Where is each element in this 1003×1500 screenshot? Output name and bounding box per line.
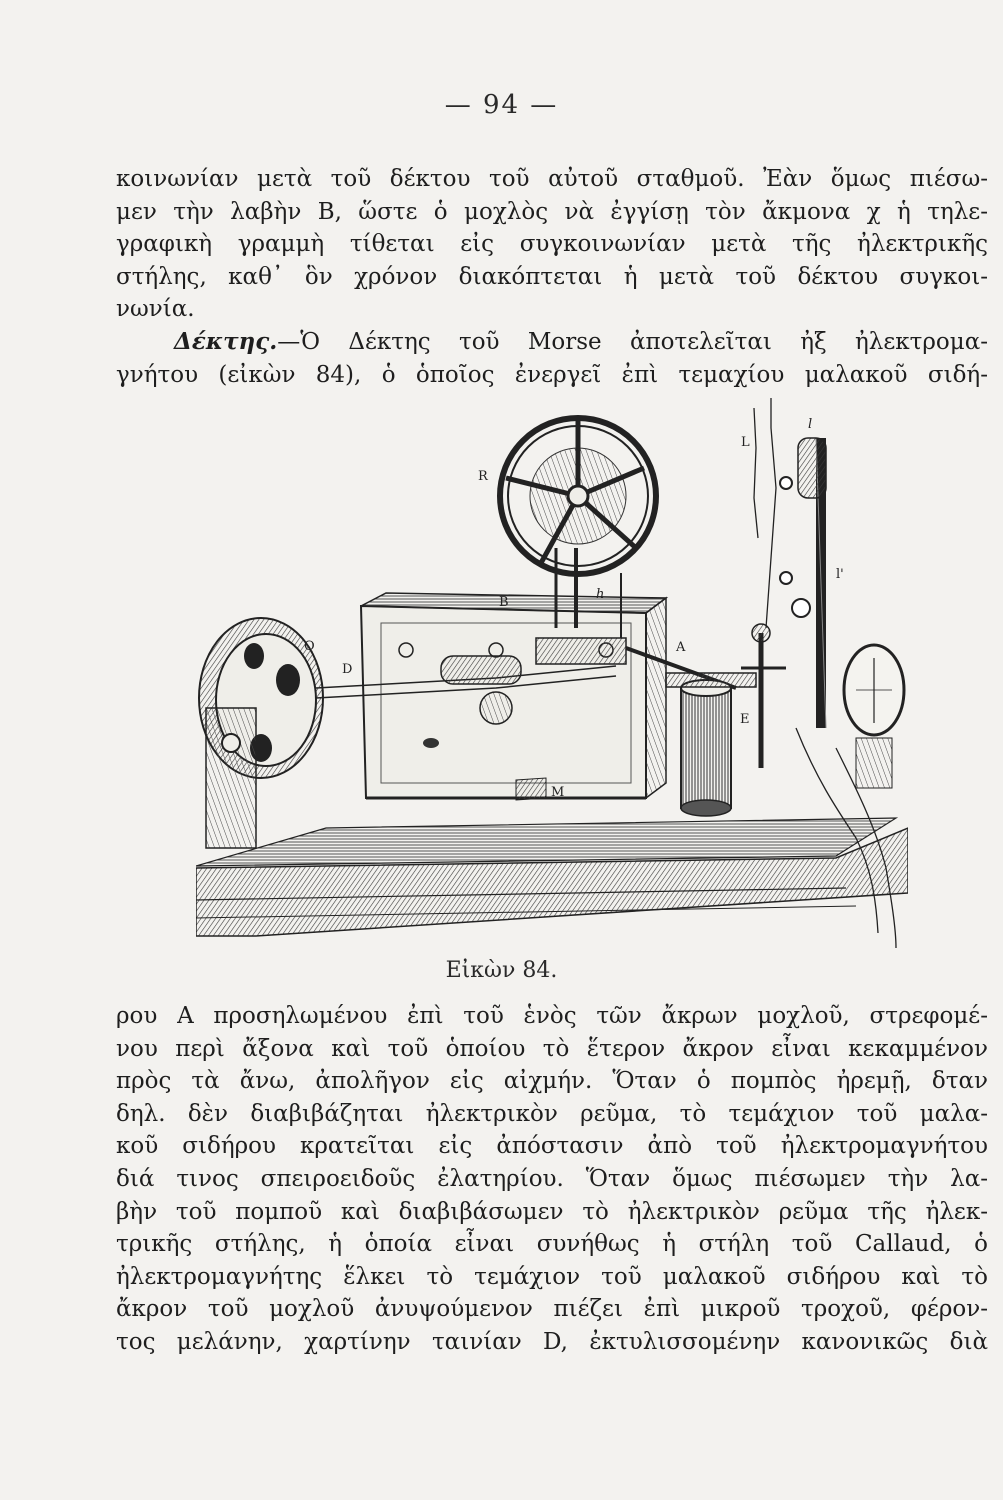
- figure-label-l-prime: l': [836, 567, 844, 582]
- figure-label-L: L: [741, 435, 750, 450]
- text-line: νωνία.: [116, 296, 195, 323]
- figure-label-E: E: [740, 712, 750, 727]
- text-line: μεν τὴν λαβὴν Β, ὥστε ὁ μοχλὸς νὰ ἐγγίσῃ τὸν ἄκμονα χ ἡ τηλε-: [116, 198, 988, 225]
- text-line: ἠλεκτρομαγνήτης ἕλκει τὸ τεμάχιον τοῦ μαλακοῦ σιδήρου καὶ τὸ: [116, 1263, 988, 1290]
- text-line: τρικῆς στήλης, ἡ ὁποία εἶναι συνήθως ἡ στήλη τοῦ Callaud, ὁ: [116, 1231, 988, 1258]
- text-line: πρὸς τὰ ἄνω, ἀπολῆγον εἰς αἰχμήν. Ὅταν ὁ πομπὸς ἠρεμῇ, δταν: [116, 1068, 988, 1095]
- receiver-term: Δέκτης.: [174, 327, 278, 355]
- figure-label-Q: Q: [304, 639, 315, 654]
- receiver-heading-line: [116, 326, 988, 359]
- engraving-illustration: [196, 388, 908, 948]
- top-text-block: [116, 163, 988, 391]
- figure-label-B: B: [499, 595, 509, 610]
- text-line: ρου Α προσηλωμένου ἐπὶ τοῦ ἑνὸς τῶν ἄκρων μοχλοῦ, στρεφομέ-: [116, 1003, 988, 1029]
- figure-label-A: A: [676, 640, 686, 655]
- figure-label-h: h: [596, 587, 605, 602]
- text-line: κοῦ σιδήρου κρατεῖται εἰς ἀπόστασιν ἀπὸ τοῦ ἠλεκτρομαγνήτου: [116, 1133, 988, 1160]
- figure-caption: Εἰκὼν 84.: [445, 958, 558, 983]
- receiver-line-rest: —Ὁ Δέκτης τοῦ Morse ἀποτελεῖται ἠξ ἠλεκτρομα-: [277, 328, 988, 355]
- base-platform: [196, 818, 908, 936]
- text-line: γνήτου (εἰκὼν 84), ὁ ὁποῖος ἐνεργεῖ ἐπὶ τεμαχίου μαλακοῦ σιδή-: [116, 361, 988, 388]
- figure-label-M: M: [551, 785, 565, 800]
- text-line: διά τινος σπειροειδοῦς ἐλατηρίου. Ὅταν ὅμως πιέσωμεν τὴν λα-: [116, 1165, 988, 1192]
- text-line: κοινωνίαν μετὰ τοῦ δέκτου τοῦ αὐτοῦ σταθμοῦ. Ἐὰν ὅμως πιέσω-: [116, 166, 988, 192]
- figure-label-D: D: [342, 662, 353, 677]
- text-line: τος μελάνην, χαρτίνην ταινίαν D, ἐκτυλισσομένην κανονικῶς διὰ: [116, 1328, 988, 1355]
- text-line: γραφικὴ γραμμὴ τίθεται εἰς συγκοινωνίαν μετὰ τῆς ἠλεκτρικῆς: [116, 231, 988, 258]
- text-line: ἄκρον τοῦ μοχλοῦ ἀνυψούμενον πιέζει ἐπὶ μικροῦ τροχοῦ, φέρον-: [116, 1296, 988, 1323]
- figure-label-R: R: [478, 469, 488, 484]
- bottom-text-block: [116, 1000, 988, 1359]
- page-number: — 94 —: [444, 90, 559, 120]
- text-line: βὴν τοῦ πομποῦ καὶ διαβιβάσωμεν τὸ ἠλεκτρικὸν ρεῦμα τῆς ἠλεκ-: [116, 1198, 988, 1225]
- text-line: στήλης, καθ᾽ ὃν χρόνον διακόπτεται ἡ μετὰ τοῦ δέκτου συγκοι-: [116, 263, 988, 290]
- figure-label-l: l: [808, 417, 813, 432]
- text-line: νου περὶ ἄξονα καὶ τοῦ ὁποίου τὸ ἕτερον ἄκρον εἶναι κεκαμμένον: [116, 1035, 988, 1062]
- text-line: δηλ. δὲν διαβιβάζηται ἠλεκτρικὸν ρεῦμα, τὸ τεμάχιον τοῦ μαλα-: [116, 1100, 988, 1127]
- electromagnet: [666, 673, 756, 816]
- morse-receiver-engraving: [196, 388, 908, 948]
- switch-column: [741, 624, 786, 768]
